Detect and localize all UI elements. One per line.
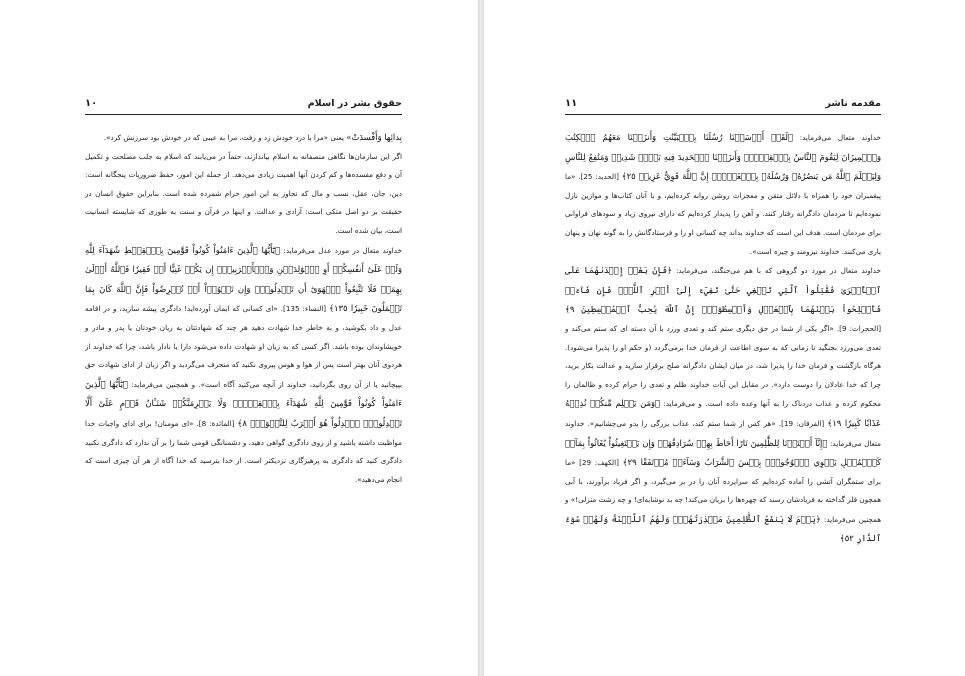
paragraph xyxy=(85,148,402,241)
body-text: [الحدید: 25]. «ما پیغمبران خود را همراه با دلائل متقن و معجزات روشن روانه کرده‌ایم، و با آنان کتاب‌ها و موازین نازل نموده‌ایم تا مردمان دادگرانه رفتار کنند. و آهن را پدیدار کرده‌ایم که دارای نیروی زیاد و سودهای فراوانی برای مردمان است. هدف این است که خداوند بداند چه کسانی او را و فرستادگانش را به گونه نهان و پنهان یاری می‌کنند. خداوند نیرومند و چیره است». xyxy=(565,172,881,256)
body-text: خداوند متعال در مورد عدل می‌فرماید: xyxy=(280,245,402,255)
paragraph xyxy=(85,128,402,148)
left-page-number: ۱۰ xyxy=(85,98,98,109)
body-text: [الكهف: 29] «ما برای ستمگران آتشی را آماده کرده‌ایم که سراپرده آنان را در بر می‌گیرد، و اگر فریاد برآورند، با آبی همچون فلز گداخته به فریادشان رسند که چهره‌ها را بریان می‌کند! چه بد نوشابه‌ای! و چه زشت منزلی!» و همچنین می‌فرماید: xyxy=(565,458,881,524)
paragraph xyxy=(565,261,881,549)
quran-verse: ﴿إِنَّآ أَعۡتَدۡنَا لِلظَّٰلِمِينَ نَارًا أَحَاطَ بِهِمۡ سُرَادِقُهَاۚ وَإِن يَسۡتَغِيثُواْ يُغَاثُواْ بِمَآءٖ كَٱلۡمُهۡلِ يَشۡوِي ٱلۡوُجُوهَۚ بِئۡسَ ٱلشَّرَابُ وَسَآءَتۡ مُرۡتَفَقًا ٢٩﴾ xyxy=(565,437,881,468)
body-text: اگر این سازمان‌ها نگاهی منصفانه به اسلام بیاندازند، حتماً در می‌یابند که اسلام به جلب مصلحت و تکمیل آن و دفع مفسده‌ها و کم کردن آنها اهمیت زیادی می‌دهد. از جمله این امور، حفظ ضروریات پنجگانه است: دین، جان، عقل، نسب و مال که تجاوز به این امور حرام شمرده شده است. بنابراین حقوق انسان در حقیقت بر دو اصل متکی است: آزادی و عدالت. و اینها در قرآن و سنت به طوری که شایسته انسانیت است، بیان شده است. xyxy=(85,151,402,235)
body-text: یعنی «مرا با درد خودش زد و رفت، مرا به عیبی که در خودش بود سرزنش کرد». xyxy=(103,133,347,142)
body-text: [الفرقان: 19]. «هر کس از شما ستم کند، عذاب بزرگی را بدو می‌چشانیم». خداوند متعال می‌فرماید: xyxy=(565,418,881,448)
left-page xyxy=(0,0,476,676)
right-page-number: ۱۱ xyxy=(565,98,578,109)
quran-verse: ﴿وَمَن يَظۡلِم مِّنكُمۡ نُذِقۡهُ عَذَابٗا كَبِيرٗا ١٩﴾ xyxy=(565,398,881,428)
body-text: [النساء: 135]. «ای کسانی که ایمان آورده‌اید! دادگری پیشه سازید، و در اقامه عدل و داد بکوشید، و به خاطر خدا شهادت دهید هر چند که شهادتتان به زیان خودتان یا پدر و مادر و خویشاوندان بوده باشد. اگر کسی که به زیان او شهادت داده می‌شود دارا یا نادار باشد، چرا که خداوند از هردوی آنان بهتر است پس از هوا و هوس پیروی نکنید که منحرف می‌گردید و اگر زبان از ادای شهادت حق بپیچانید یا از آن روی بگردانید، خداوند از آنچه می‌کنید آگاه است». و همچنین می‌فرماید: xyxy=(85,304,402,389)
left-running-title: حقوق بشر در اسلام xyxy=(307,98,402,109)
right-running-title: مقدمه ناشر xyxy=(825,98,881,109)
left-page-header xyxy=(85,98,402,115)
paragraph xyxy=(565,128,881,261)
body-text: خداوند متعال می‌فرماید: xyxy=(793,133,881,142)
right-page-header xyxy=(565,98,881,115)
body-text: خداوند متعال در مورد دو گروهی که با هم می‌جنگند، می‌فرماید: xyxy=(671,266,882,276)
left-page-body xyxy=(85,128,402,489)
quran-verse: ﴿يَٰٓأَيُّهَا ٱلَّذِينَ ءَامَنُواْ كُونُواْ قَوَّٰمِينَ بِٱلۡقِسۡطِ شُهَدَآءَ لِلَّهِ وَلَوۡ عَلَىٰٓ أَنفُسِكُمۡ أَوِ ٱلۡوَٰلِدَيۡنِ وَٱلۡأَقۡرَبِينَۚ إِن يَكُنۡ غَنِيًّا أَوۡ فَقِيرٗا فَٱللَّهُ أَوۡلَىٰ بِهِمَاۖ فَلَا تَتَّبِعُواْ ٱلۡهَوَىٰٓ أَن تَعۡدِلُواْۚ وَإِن تَلۡوُۥٓاْ أَوۡ تُعۡرِضُواْ فَإِنَّ ٱللَّهَ كَانَ بِمَا تَعۡمَلُونَ خَبِيرٗا ١٣٥﴾ xyxy=(85,244,402,314)
body-text: [المائدة: 8]. «ای مومنان! برای ادای واجبات خدا مواظبت داشته باشید و از روی دادگری گواهی دهید، و دشمنانگی قومی شما را بر آن ندارد که دادگری نکنید دادگری کنید که دادگری به پرهیزگاری نزدیکتر است. از خدا بترسید که خدا آگاه از هر آن چیزی است که انجام می‌دهید». xyxy=(85,418,402,484)
right-page xyxy=(484,0,960,676)
paragraph xyxy=(85,241,402,490)
quran-verse: ﴿يَٰٓأَيُّهَا ٱلَّذِينَ ءَامَنُواْ كُونُواْ قَوَّٰمِينَ لِلَّهِ شُهَدَآءَ بِٱلۡقِسۡطِۖ وَلَا يَجۡرِمَنَّكُمۡ شَنَـَٔانُ قَوۡمٍ عَلَىٰٓ أَلَّا تَعۡدِلُواْۚ ٱعۡدِلُواْ هُوَ أَقۡرَبُ لِلتَّقۡوَىٰۖ ٨﴾ xyxy=(85,378,402,428)
quran-verse: ﴿لَقَدۡ أَرۡسَلۡنَا رُسُلَنَا بِٱلۡبَيِّنَٰتِ وَأَنزَلۡنَا مَعَهُمُ ٱلۡكِتَٰبَ وَٱلۡمِيزَانَ لِيَقُومَ ٱلنَّاسُ بِٱلۡقِسۡطِۖ وَأَنزَلۡنَا ٱلۡحَدِيدَ فِيهِ بَأۡسٞ شَدِيدٞ وَمَنَٰفِعُ لِلنَّاسِ وَلِيَعۡلَمَ ٱللَّهُ مَن يَنصُرُهُۥ وَرُسُلَهُۥ بِٱلۡغَيۡبِۚ إِنَّ ٱللَّهَ قَوِيٌّ عَزِيزٞ ٢٥﴾ xyxy=(565,132,882,182)
quran-verse: بِدائِها وَأَفْسدَتْ» xyxy=(346,132,402,142)
right-page-body xyxy=(565,128,881,549)
body-text: [الحجرات: 9]. «اگر یکی از شما در حق دیگری ستم کند و تعدی ورزد با آن دسته ای که ستم می‌کند و تعدی می‌ورزد بجنگید تا زمانی که به سوی اطاعت از فرمان خدا برمی‌گردد (و حکم او را پذیرا می‌شود). هرگاه بازگشت و فرمان خدا را پذیرا شد، در میان ایشان دادگرانه صلح برقرار سازید و عدالت بکار برید، چرا که خدا عادلان را دوست دارد». در مقابل این آیات خداوند ظلم و تعدی را حرام کرده و ظالمان را محکوم کرده و عذاب دردناک را به آنها وعده داده است. و می‌فرماید: xyxy=(565,323,882,409)
quran-verse: ﴿يَوۡمَ لَا يَنفَعُ ٱلظَّٰلِمِينَ مَعۡذِرَتُهُمۡۖ وَلَهُمُ ٱللَّعۡنَةُ وَلَهُمۡ سُوٓءُ ٱلدَّارِ ٥٢﴾ xyxy=(565,513,881,544)
quran-verse: ﴿فَإِنۢ بَغَتۡ إِحۡدَىٰهُمَا عَلَى ٱلۡأُخۡرَىٰ فَقَٰتِلُواْ ٱلَّتِي تَبۡغِي حَتَّىٰ تَفِيٓءَ إِلَىٰٓ أَمۡرِ ٱللَّهِۚ فَإِن فَآءَتۡ فَأَصۡلِحُواْ بَيۡنَهُمَا بِٱلۡعَدۡلِ وَأَقۡسِطُوٓاْۖ إِنَّ ٱللَّهَ يُحِبُّ ٱلۡمُقۡسِطِينَ ٩﴾ xyxy=(565,265,881,315)
